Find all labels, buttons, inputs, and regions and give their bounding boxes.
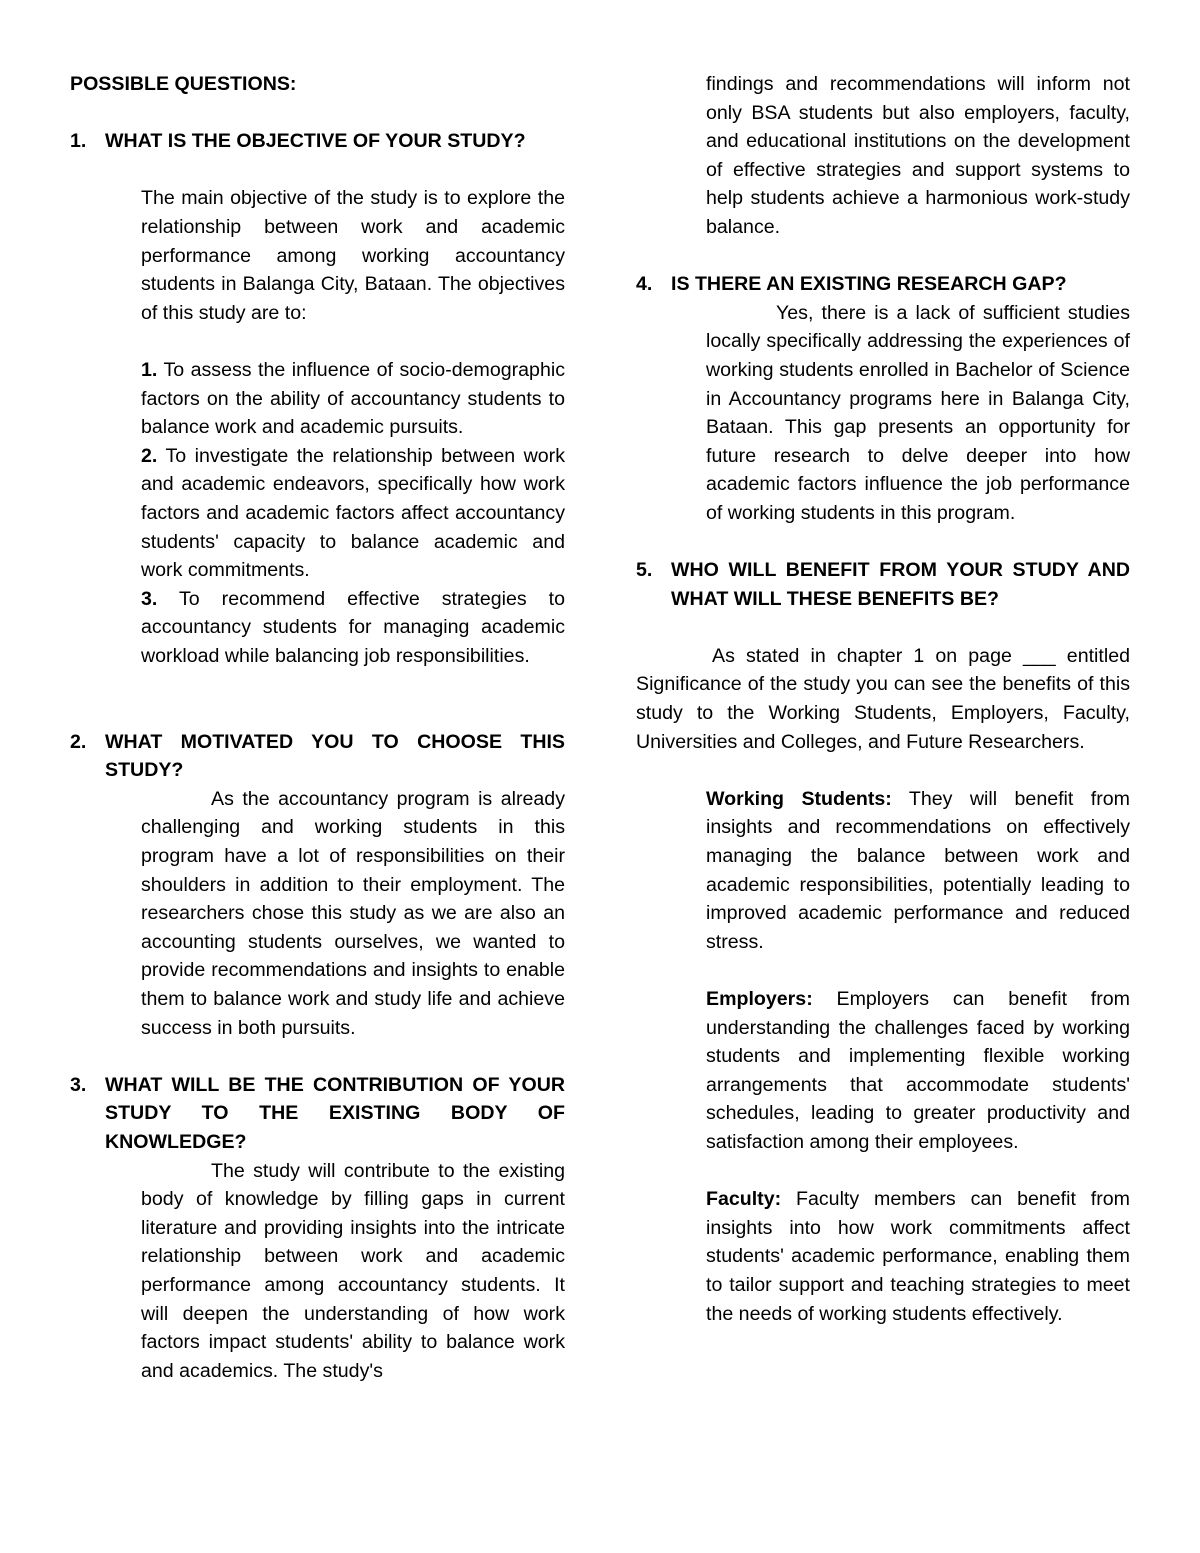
- question-4-title: IS THERE AN EXISTING RESEARCH GAP?: [671, 273, 1067, 296]
- benefit-employers-text: Employers can benefit from understanding the challenges faced by working students and implementing flexible working arrangements that accommodate students' schedules, leading to greater productivity and satisfaction among their employees.: [706, 988, 1130, 1153]
- benefit-employers: [636, 985, 1130, 1157]
- question-4-number: 4.: [636, 273, 653, 296]
- page-heading: POSSIBLE QUESTIONS:: [70, 73, 297, 95]
- right-column: [636, 70, 1130, 1328]
- objective-3-text: To recommend effective strategies to accountancy students for managing academic workload while balancing job responsibilities.: [141, 587, 565, 667]
- question-3-answer-part-1: The study will contribute to the existing body of knowledge by filling gaps in current literature and providing insights into the intricate relationship between work and academic performance among accountancy students. It will deepen the understanding of how work factors impact students' ability to balance work and academics. The study's: [141, 1159, 565, 1382]
- benefit-faculty-label: Faculty:: [706, 1188, 782, 1211]
- benefit-faculty-text: Faculty members can benefit from insights into how work commitments affect students' academic performance, enabling them to tailor support and teaching strategies to meet the needs of working students effectively.: [706, 1188, 1130, 1325]
- question-1-intro: The main objective of the study is to explore the relationship between work and academic performance among working accountancy students in Balanga City, Bataan. The objectives of this study are to:: [141, 187, 565, 324]
- objective-2-text: To investigate the relationship between work and academic endeavors, specifically how work factors and academic factors affect accountancy students' capacity to balance academic and work commitments.: [141, 444, 565, 582]
- question-3-number: 3.: [70, 1073, 87, 1096]
- objective-2-number: 2.: [141, 444, 158, 467]
- objective-1-text: To assess the influence of socio-demographic factors on the ability of accountancy students to balance work and academic pursuits.: [141, 358, 565, 439]
- question-5-heading: [636, 556, 1130, 613]
- question-2-number: 2.: [70, 730, 87, 753]
- objective-3: [70, 585, 565, 671]
- question-1-heading: [70, 127, 565, 156]
- question-2-heading: [70, 728, 565, 785]
- question-4-answer: Yes, there is a lack of sufficient studies locally specifically addressing the experiences of working students enrolled in Bachelor of Science in Accountancy programs here in Balanga City, Bataan. This gap presents an opportunity for future research to delve deeper into how academic factors influence the job performance of working students in this program.: [706, 301, 1130, 524]
- question-5-intro: As stated in chapter 1 on page ___ entitled Significance of the study you can see the benefits of this study to the Working Students, Employers, Faculty, Universities and Colleges, and Future Researchers.: [636, 644, 1130, 753]
- objective-1: [70, 356, 565, 442]
- benefit-faculty: [636, 1185, 1130, 1328]
- question-4-heading: [636, 270, 1130, 299]
- question-5-number: 5.: [636, 559, 653, 582]
- benefit-working-students: [636, 785, 1130, 957]
- question-3-heading: [70, 1071, 565, 1157]
- objective-2: [70, 442, 565, 585]
- question-5-title: WHO WILL BENEFIT FROM YOUR STUDY AND WHAT WILL THESE BENEFITS BE?: [671, 559, 1130, 610]
- question-1-title: WHAT IS THE OBJECTIVE OF YOUR STUDY?: [105, 130, 526, 153]
- left-column: [70, 70, 565, 1385]
- benefit-working-students-text: They will benefit from insights and recommendations on effectively managing the balance between work and academic responsibilities, potentially leading to improved academic performance and reduced stress.: [706, 787, 1130, 953]
- benefit-employers-label: Employers:: [706, 988, 813, 1010]
- question-3-title: WHAT WILL BE THE CONTRIBUTION OF YOUR STUDY TO THE EXISTING BODY OF KNOWLEDGE?: [105, 1073, 565, 1153]
- question-3-answer-part-2: findings and recommendations will inform not only BSA students but also employers, faculty, and educational institutions on the development of effective strategies and support systems to help students achieve a harmonious work-study balance.: [706, 73, 1130, 238]
- objective-3-number: 3.: [141, 587, 158, 610]
- objective-1-number: 1.: [141, 358, 158, 381]
- benefit-working-students-label: Working Students:: [706, 787, 892, 810]
- question-1-number: 1.: [70, 130, 87, 153]
- question-2-title: WHAT MOTIVATED YOU TO CHOOSE THIS STUDY?: [105, 730, 565, 782]
- question-2-answer: As the accountancy program is already challenging and working students in this program have a lot of responsibilities on their shoulders in addition to their employment. The researchers chose this study as we are also an accounting students ourselves, we wanted to provide recommendations and insights to enable them to balance work and study life and achieve success in both pursuits.: [141, 787, 565, 1039]
